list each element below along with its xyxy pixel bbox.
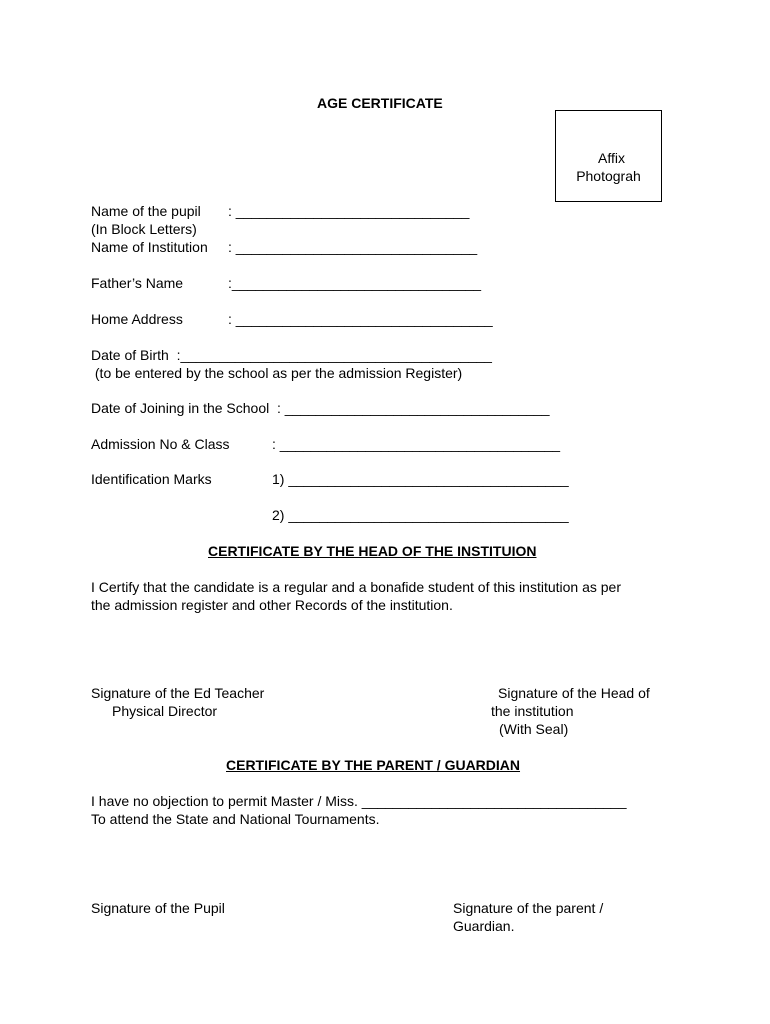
- photo-box-line1: Affix: [598, 150, 625, 166]
- father-name-label: Father’s Name: [91, 275, 184, 291]
- institution-label: Name of Institution: [91, 239, 208, 255]
- date-of-birth-field[interactable]: Date of Birth :________________________________________: [91, 347, 492, 363]
- head-certificate-heading: CERTIFICATE BY THE HEAD OF THE INSTITUION: [208, 543, 537, 559]
- pupil-name-field[interactable]: : ______________________________: [228, 203, 470, 219]
- father-name-field[interactable]: :________________________________: [228, 275, 482, 291]
- pupil-signature-label: Signature of the Pupil: [91, 900, 225, 916]
- identification-mark-1-field[interactable]: 1) ____________________________________: [272, 471, 569, 487]
- photo-box-line2: Photograh: [576, 168, 641, 184]
- with-seal-label: (With Seal): [499, 721, 569, 737]
- identification-marks-label: Identification Marks: [91, 471, 212, 487]
- parent-signature-label: Signature of the parent /: [453, 900, 604, 916]
- date-of-birth-note: (to be entered by the school as per the admission Register): [91, 365, 463, 381]
- parent-certificate-heading: CERTIFICATE BY THE PARENT / GUARDIAN: [226, 757, 521, 773]
- pupil-name-label: Name of the pupil: [91, 203, 201, 219]
- admission-label: Admission No & Class: [91, 436, 230, 452]
- admission-field[interactable]: : ____________________________________: [272, 436, 561, 452]
- parent-permission-text-2: To attend the State and National Tournaments.: [91, 811, 380, 827]
- home-address-field[interactable]: : _________________________________: [228, 311, 493, 327]
- ed-teacher-signature-label: Signature of the Ed Teacher: [91, 685, 265, 701]
- institution-field[interactable]: : _______________________________: [228, 239, 478, 255]
- page-title: AGE CERTIFICATE: [317, 95, 443, 111]
- head-signature-label: Signature of the Head of: [498, 685, 650, 701]
- guardian-label: Guardian.: [453, 918, 515, 934]
- head-certificate-text-1: I Certify that the candidate is a regular and a bonafide student of this institution as per: [91, 579, 621, 595]
- head-institution-label: the institution: [491, 703, 574, 719]
- parent-permission-field[interactable]: I have no objection to permit Master / Miss. __________________________________: [91, 793, 627, 809]
- head-certificate-text-2: the admission register and other Records of the institution.: [91, 597, 453, 613]
- block-letters-note: (In Block Letters): [91, 221, 197, 237]
- photo-box: [555, 110, 662, 202]
- date-of-joining-field[interactable]: Date of Joining in the School : __________________________________: [91, 400, 550, 416]
- physical-director-label: Physical Director: [112, 703, 218, 719]
- identification-mark-2-field[interactable]: 2) ____________________________________: [272, 507, 569, 523]
- home-address-label: Home Address: [91, 311, 183, 327]
